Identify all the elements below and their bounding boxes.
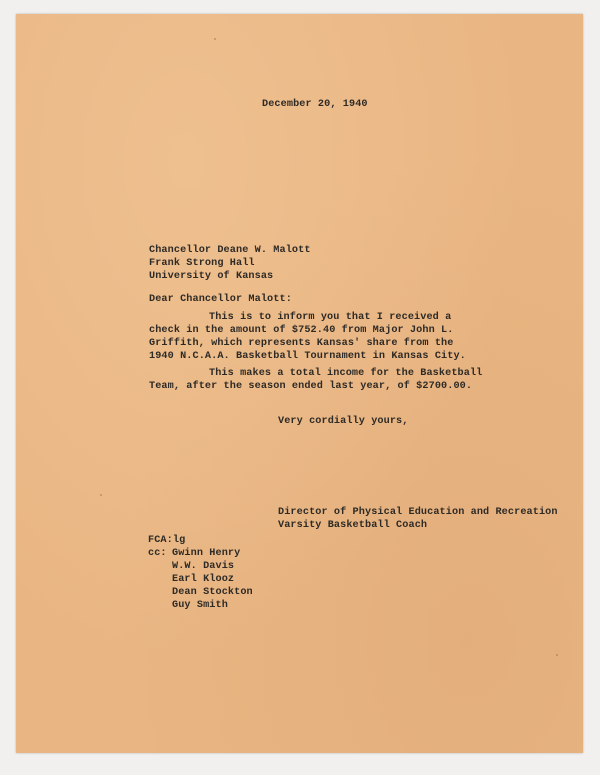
salutation: Dear Chancellor Malott: [149,294,292,305]
body-line: Griffith, which represents Kansas' share from the [149,338,454,349]
paper-speck [556,654,558,656]
body-line: Team, after the season ended last year, of $2700.00. [149,381,473,392]
cc-label: cc: [148,548,167,559]
closing: Very cordially yours, [278,416,409,427]
paper-speck [214,38,216,40]
signature-title-line-1: Director of Physical Education and Recreation [278,507,558,518]
body-line: This makes a total income for the Basketball [209,368,483,379]
body-line: This is to inform you that I received a [209,312,452,323]
cc-recipient: Earl Klooz [172,574,235,585]
cc-recipient: Guy Smith [172,600,228,611]
recipient-name: Chancellor Deane W. Malott [149,245,311,256]
cc-recipient: Dean Stockton [172,587,253,598]
body-line: check in the amount of $752.40 from Major John L. [149,325,454,336]
body-line: 1940 N.C.A.A. Basketball Tournament in Kansas City. [149,351,466,362]
paper-speck [100,494,102,496]
signature-title-line-2: Varsity Basketball Coach [278,520,428,531]
reference-initials: FCA:lg [148,535,186,546]
recipient-building: Frank Strong Hall [149,258,255,269]
cc-recipient: Gwinn Henry [172,548,241,559]
letter-date: December 20, 1940 [262,99,368,110]
cc-recipient: W.W. Davis [172,561,235,572]
recipient-institution: University of Kansas [149,271,274,282]
